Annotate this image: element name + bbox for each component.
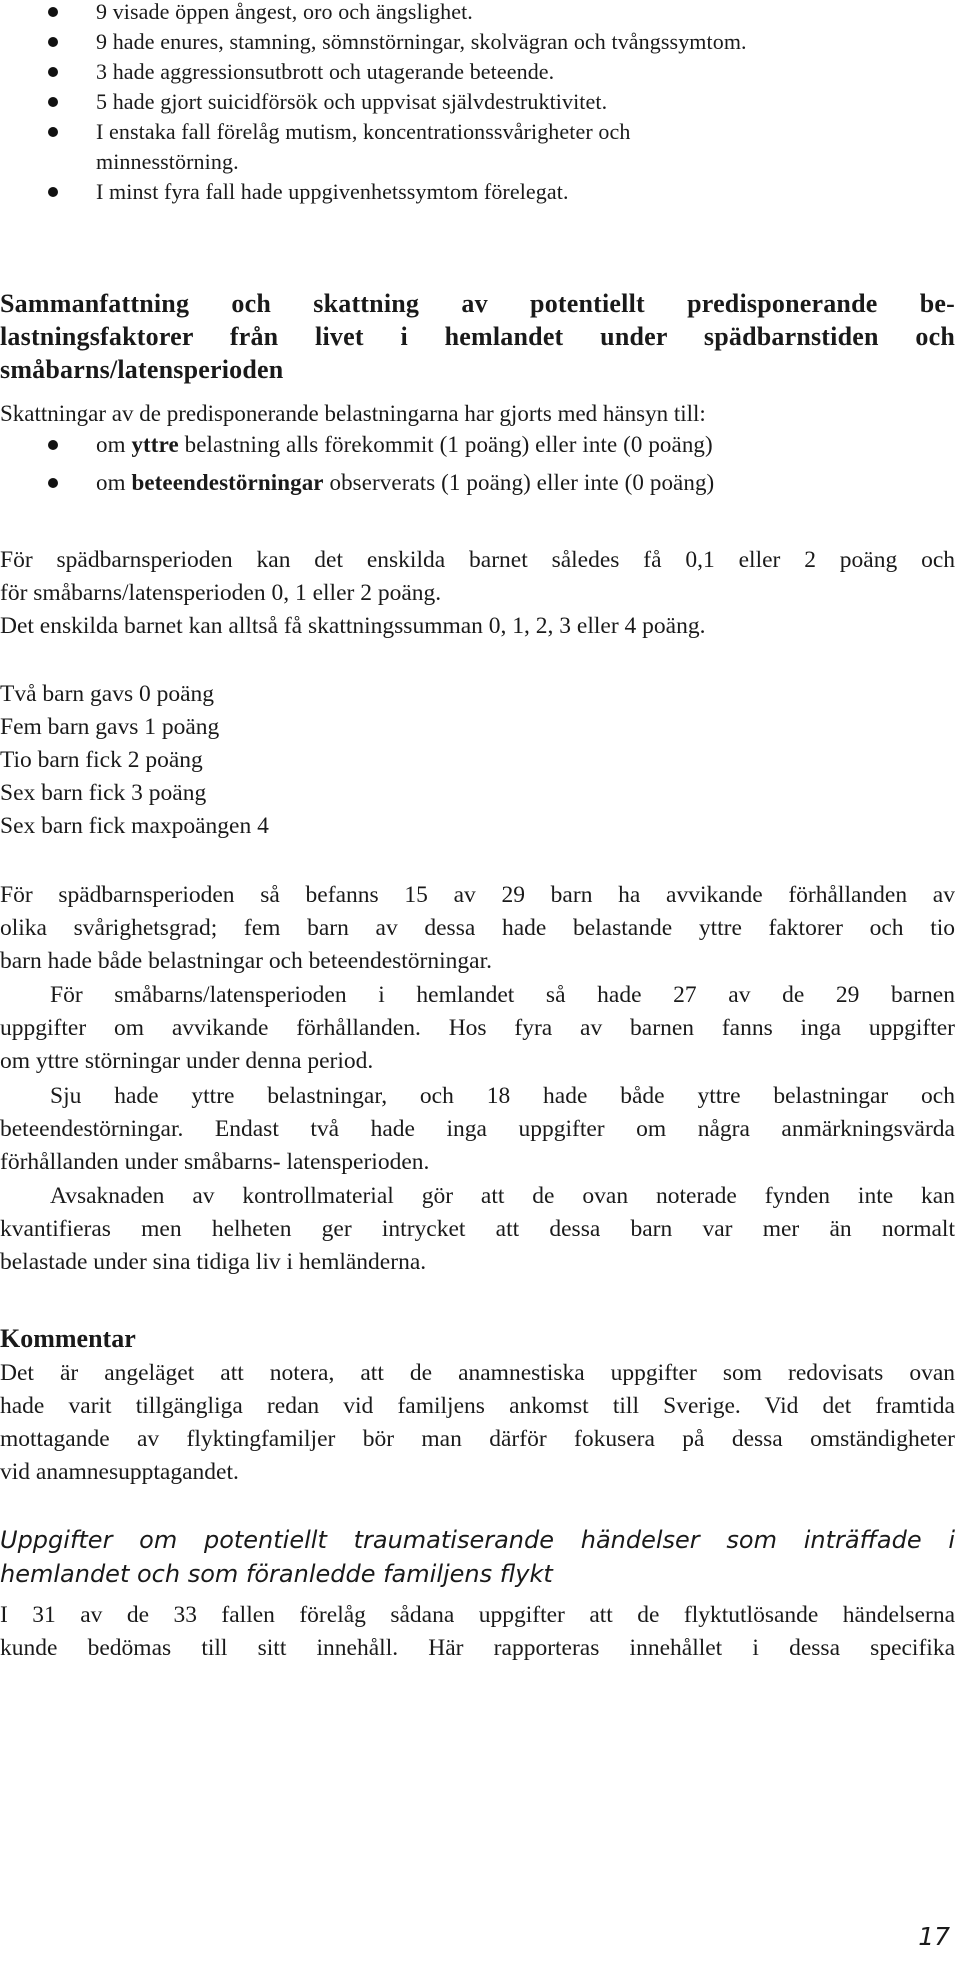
section-heading-italic: Uppgifter om potentiellt traumatiserande händelser som inträffade i hemlandet och som föranledde familjens flykt — [0, 1526, 955, 1588]
list-item: Sex barn fick maxpoängen 4 — [0, 813, 269, 839]
symptom-list — [0, 0, 955, 207]
kommentar-heading: Kommentar — [0, 1324, 136, 1353]
list-item: om beteendestörningar observerats (1 poäng) eller inte (0 poäng) — [0, 464, 955, 502]
criteria-list — [0, 426, 955, 502]
bullet-icon — [48, 67, 58, 77]
kommentar-paragraph: Det är angeläget att notera, att de anamnestiska uppgifter som redovisats ovan hade varit tillgängliga redan vid familjens ankomst till Sverige. Vid det framtida mottagande av flyktingfamiljer bör man därför fokusera på dessa omständigheter vid anamnesupptagandet. — [0, 1360, 955, 1485]
bullet-icon — [48, 440, 58, 450]
list-item: Två barn gavs 0 poäng — [0, 681, 215, 707]
paragraph: Sju hade yttre belastningar, och 18 hade både yttre belastningar och beteendestörningar. Endast två hade inga uppgifter om några anmärkningsvärda förhållanden under småbarns- latensperioden. — [0, 1083, 955, 1175]
paragraph: I 31 av de 33 fallen förelåg sådana uppgifter att de flyktutlösande händelserna kunde bedömas till sitt innehåll. Här rapporteras innehållet i dessa specifika — [0, 1602, 955, 1661]
list-item: 3 hade aggressionsutbrott och utagerande beteende. — [0, 57, 955, 87]
bullet-icon — [48, 127, 58, 137]
list-item: Tio barn fick 2 poäng — [0, 747, 203, 773]
score-distribution — [0, 678, 955, 843]
paragraph: För småbarns/latensperioden i hemlandet så hade 27 av de 29 barnen uppgifter om avvikande förhållanden. Hos fyra av barnen fanns inga uppgifter om yttre störningar under denna period. — [0, 982, 955, 1074]
list-item: Sex barn fick 3 poäng — [0, 780, 207, 806]
list-item: Fem barn gavs 1 poäng — [0, 714, 220, 740]
list-item: 9 visade öppen ångest, oro och ängslighet. — [0, 0, 955, 27]
section-heading: Sammanfattning och skattning av potentiellt predisponerande be- lastningsfaktorer från livet i hemlandet under spädbarnstiden och småbarns/latensperioden — [0, 289, 955, 384]
list-item: I enstaka fall förelåg mutism, koncentrationssvårigheter och minnesstörning. — [0, 117, 955, 177]
paragraph: För spädbarnsperioden så befanns 15 av 29 barn ha avvikande förhållanden av olika svårighetsgrad; fem barn av dessa hade belastande yttre faktorer och tio barn hade både belastningar och beteendestörningar. — [0, 882, 955, 974]
list-item: om yttre belastning alls förekommit (1 poäng) eller inte (0 poäng) — [0, 426, 955, 464]
list-item: 9 hade enures, stamning, sömnstörningar, skolvägran och tvångssymtom. — [0, 27, 955, 57]
bullet-icon — [48, 37, 58, 47]
list-item: 5 hade gjort suicidförsök och uppvisat självdestruktivitet. — [0, 87, 955, 117]
list-item: I minst fyra fall hade uppgivenhetssymtom förelegat. — [0, 177, 955, 207]
criteria-intro: Skattningar av de predisponerande belastningarna har gjorts med hänsyn till: — [0, 401, 706, 426]
bullet-icon — [48, 478, 58, 488]
scoring-paragraph: För spädbarnsperioden kan det enskilda barnet således få 0,1 eller 2 poäng och för småbarns/latensperioden 0, 1 eller 2 poäng. Det enskilda barnet kan alltså få skattningssumman 0, 1, 2, 3 eller 4 poäng. — [0, 547, 955, 639]
bullet-icon — [48, 187, 58, 197]
bullet-icon — [48, 97, 58, 107]
bullet-icon — [48, 7, 58, 17]
page-number: 17 — [918, 1922, 950, 1951]
paragraph: Avsaknaden av kontrollmaterial gör att de ovan noterade fynden inte kan kvantifieras men helheten ger intrycket att dessa barn var mer än normalt belastade under sina tidiga liv i hemländerna. — [0, 1183, 955, 1275]
